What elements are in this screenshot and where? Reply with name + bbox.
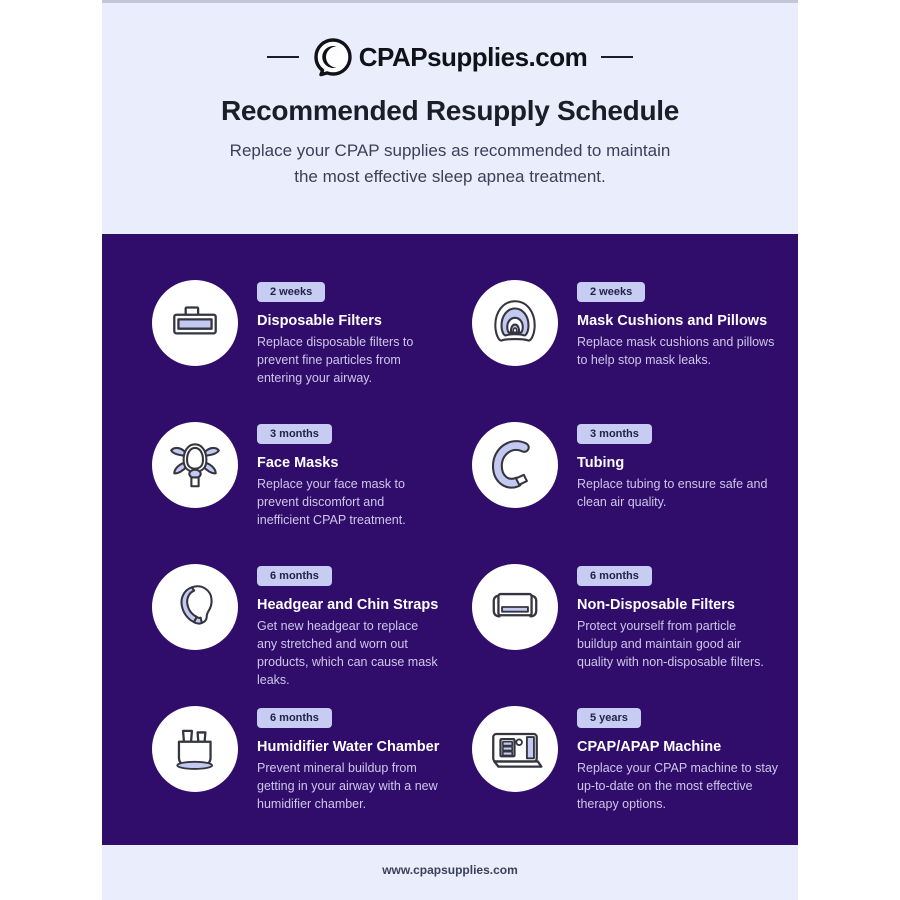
interval-badge: 3 months <box>577 424 652 444</box>
mask-cushion-icon <box>472 280 558 366</box>
page-title: Recommended Resupply Schedule <box>220 95 680 126</box>
item-description: Prevent mineral buildup from getting in your airway with a new humidifier chamber. <box>257 761 438 812</box>
infographic-poster <box>102 0 798 900</box>
headgear-icon <box>152 564 238 650</box>
interval-badge: 2 weeks <box>257 282 325 302</box>
item-title: CPAP/APAP Machine <box>577 739 722 756</box>
item-title: Headgear and Chin Straps <box>257 597 439 614</box>
item-title: Tubing <box>577 455 625 472</box>
item-title: Mask Cushions and Pillows <box>577 313 768 330</box>
logo-left-rule <box>267 56 299 58</box>
schedule-grid <box>152 280 798 845</box>
item-description: Replace your CPAP machine to stay up-to-date on the most effective therapy options. <box>577 761 779 812</box>
item-title: Disposable Filters <box>257 313 382 330</box>
schedule-item-tubing <box>472 422 798 564</box>
interval-badge: 3 months <box>257 424 332 444</box>
schedule-item-face-masks <box>152 422 472 564</box>
moon-bubble-icon <box>313 37 353 77</box>
face-mask-icon <box>152 422 238 508</box>
interval-badge: 6 months <box>257 566 332 586</box>
logo-text: CPAPsupplies.com <box>358 41 588 72</box>
poster-footer <box>102 845 798 900</box>
tubing-icon <box>472 422 558 508</box>
cpap-machine-icon <box>472 706 558 792</box>
item-description: Replace your face mask to prevent discomfort and inefficient CPAP treatment. <box>257 477 406 528</box>
item-title: Face Masks <box>257 455 339 472</box>
disposable-filter-icon <box>152 280 238 366</box>
schedule-item-cpap-machine <box>472 706 798 845</box>
subtitle <box>190 138 710 191</box>
poster-header <box>102 3 798 234</box>
non-disposable-filter-icon <box>472 564 558 650</box>
item-description: Get new headgear to replace any stretched and worn out products, which can cause mask leaks. <box>257 619 438 688</box>
item-title: Humidifier Water Chamber <box>257 739 440 756</box>
schedule-panel <box>102 234 798 845</box>
item-description: Protect yourself from particle buildup and maintain good air quality with non-disposable filters. <box>577 619 764 670</box>
humidifier-chamber-icon <box>152 706 238 792</box>
subtitle-line1: Replace your CPAP supplies as recommended to maintain <box>229 141 671 160</box>
interval-badge: 2 weeks <box>577 282 645 302</box>
logo-right-rule <box>601 56 633 58</box>
schedule-item-headgear <box>152 564 472 706</box>
item-title: Non-Disposable Filters <box>577 597 735 614</box>
interval-badge: 6 months <box>257 708 332 728</box>
item-description: Replace disposable filters to prevent fine particles from entering your airway. <box>257 335 414 386</box>
subtitle-line2: the most effective sleep apnea treatment. <box>294 167 606 187</box>
item-description: Replace tubing to ensure safe and clean air quality. <box>577 477 768 510</box>
interval-badge: 5 years <box>577 708 641 728</box>
schedule-item-disposable-filters <box>152 280 472 422</box>
interval-badge: 6 months <box>577 566 652 586</box>
logo <box>102 3 798 77</box>
schedule-item-humidifier-chamber <box>152 706 472 845</box>
website-url: www.cpapsupplies.com <box>382 863 518 877</box>
schedule-item-mask-cushions <box>472 280 798 422</box>
item-description: Replace mask cushions and pillows to help stop mask leaks. <box>577 335 775 368</box>
schedule-item-non-disposable-filters <box>472 564 798 706</box>
